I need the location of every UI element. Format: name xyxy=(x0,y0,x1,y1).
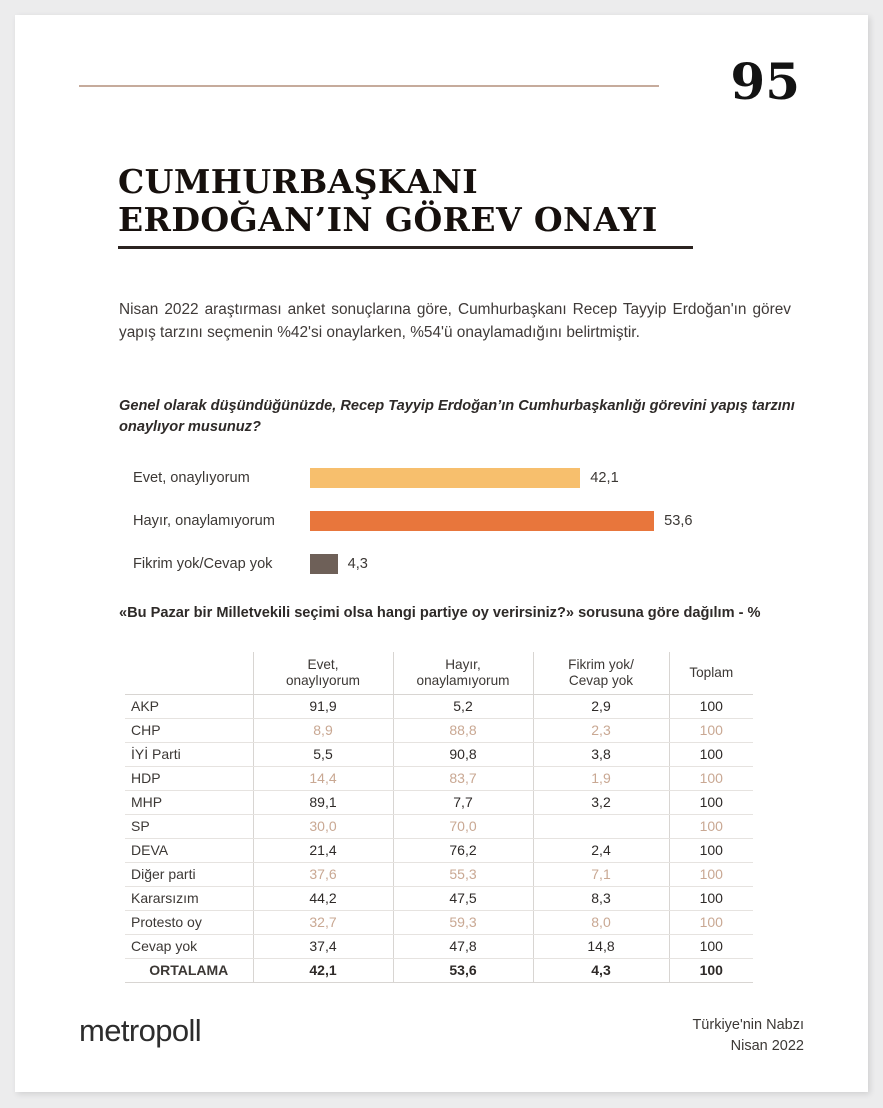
bar-value-evet: 42,1 xyxy=(590,469,619,486)
table-cell-toplam: 100 xyxy=(669,958,753,982)
table-header-hayir-line2: onaylamıyorum xyxy=(416,672,510,688)
table-header-fikrimyok-line2: Cevap yok xyxy=(568,672,634,688)
title-underline-rule xyxy=(118,246,693,249)
table-cell-hayir: 59,3 xyxy=(393,910,533,934)
table-cell-fikrimyok: 3,8 xyxy=(533,742,669,766)
table-cell-toplam: 100 xyxy=(669,790,753,814)
table-cell-hayir: 47,8 xyxy=(393,934,533,958)
table-header-hayir xyxy=(393,652,533,694)
bar-value-hayir: 53,6 xyxy=(664,512,693,529)
table-cell-label: SP xyxy=(125,814,253,838)
bar-row xyxy=(119,542,799,585)
table-row xyxy=(125,934,753,958)
table-cell-hayir: 83,7 xyxy=(393,766,533,790)
bar-row xyxy=(119,499,799,542)
survey-question: Genel olarak düşündüğünüzde, Recep Tayyip Erdoğan’ın Cumhurbaşkanlığı görevini yapış tarzını onaylıyor musunuz? xyxy=(119,398,795,435)
table-cell-label: Protesto oy xyxy=(125,910,253,934)
poll-report-page xyxy=(15,15,868,1092)
table-cell-evet: 8,9 xyxy=(253,718,393,742)
table-row xyxy=(125,910,753,934)
page-title-line-1: CUMHURBAŞKANI xyxy=(118,162,479,201)
bar-label: Hayır, onaylamıyorum xyxy=(133,512,275,529)
table-cell-hayir: 53,6 xyxy=(393,958,533,982)
table-cell-evet: 42,1 xyxy=(253,958,393,982)
table-cell-fikrimyok: 14,8 xyxy=(533,934,669,958)
table-header-evet xyxy=(253,652,393,694)
page-footer xyxy=(15,1005,868,1085)
table-header xyxy=(125,652,753,694)
table-cell-fikrimyok: 3,2 xyxy=(533,790,669,814)
bar-label: Fikrim yok/Cevap yok xyxy=(133,555,273,572)
breakdown-table xyxy=(125,652,753,983)
bar-row xyxy=(119,456,799,499)
table-cell-toplam: 100 xyxy=(669,718,753,742)
table-row xyxy=(125,694,753,718)
table-cell-fikrimyok xyxy=(533,814,669,838)
table-cell-label: İYİ Parti xyxy=(125,742,253,766)
table-cell-label: Kararsızım xyxy=(125,886,253,910)
bar-value-fikrimyok: 4,3 xyxy=(347,555,368,572)
table-header-toplam xyxy=(669,652,753,694)
table-cell-toplam: 100 xyxy=(669,814,753,838)
table-cell-hayir: 47,5 xyxy=(393,886,533,910)
table-row xyxy=(125,814,753,838)
footer-meta-line-2: Nisan 2022 xyxy=(730,1038,804,1054)
table-cell-label: HDP xyxy=(125,766,253,790)
table-row xyxy=(125,838,753,862)
table-cell-hayir: 7,7 xyxy=(393,790,533,814)
table-cell-evet: 91,9 xyxy=(253,694,393,718)
page-title xyxy=(118,163,798,249)
table-cell-evet: 89,1 xyxy=(253,790,393,814)
table-cell-hayir: 88,8 xyxy=(393,718,533,742)
table-cell-fikrimyok: 4,3 xyxy=(533,958,669,982)
bar-label: Evet, onaylıyorum xyxy=(133,469,250,486)
table-cell-toplam: 100 xyxy=(669,766,753,790)
header-accent-rule xyxy=(79,85,659,87)
footer-meta xyxy=(692,1015,804,1057)
table-cell-fikrimyok: 8,0 xyxy=(533,910,669,934)
table-row xyxy=(125,790,753,814)
table-cell-fikrimyok: 2,3 xyxy=(533,718,669,742)
table-cell-evet: 44,2 xyxy=(253,886,393,910)
table-cell-fikrimyok: 1,9 xyxy=(533,766,669,790)
footer-meta-line-1: Türkiye'nin Nabzı xyxy=(692,1017,804,1033)
table-cell-label: ORTALAMA xyxy=(125,958,253,982)
table-cell-fikrimyok: 2,9 xyxy=(533,694,669,718)
table-cell-fikrimyok: 7,1 xyxy=(533,862,669,886)
table-cell-hayir: 70,0 xyxy=(393,814,533,838)
table-header-fikrimyok-line1: Fikrim yok/ xyxy=(568,656,634,672)
table-cell-hayir: 55,3 xyxy=(393,862,533,886)
table-cell-toplam: 100 xyxy=(669,742,753,766)
table-cell-toplam: 100 xyxy=(669,886,753,910)
bar-fill-hayir xyxy=(310,511,654,531)
table-cell-toplam: 100 xyxy=(669,910,753,934)
bar-track xyxy=(310,468,780,488)
table-cell-hayir: 76,2 xyxy=(393,838,533,862)
page-number: 95 xyxy=(730,52,800,111)
bar-fill-fikrimyok xyxy=(310,554,338,574)
table-total-row xyxy=(125,958,753,982)
table-header-row xyxy=(125,652,753,694)
intro-paragraph: Nisan 2022 araştırması anket sonuçlarına göre, Cumhurbaşkanı Recep Tayyip Erdoğan'ın görev yapış tarzını seçmenin %42'si onaylarken, %54'ü onaylamadığını belirtmiştir. xyxy=(119,301,791,341)
table-cell-label: CHP xyxy=(125,718,253,742)
table-cell-hayir: 5,2 xyxy=(393,694,533,718)
table-cell-evet: 32,7 xyxy=(253,910,393,934)
table-cell-evet: 21,4 xyxy=(253,838,393,862)
table-cell-evet: 30,0 xyxy=(253,814,393,838)
table-header-evet-line2: onaylıyorum xyxy=(285,672,361,688)
table-cell-label: MHP xyxy=(125,790,253,814)
table-row xyxy=(125,886,753,910)
table-body xyxy=(125,694,753,982)
bar-track xyxy=(310,511,780,531)
table-cell-label: AKP xyxy=(125,694,253,718)
table-cell-label: DEVA xyxy=(125,838,253,862)
table-header-evet-line1: Evet, xyxy=(307,656,339,672)
approval-bar-chart xyxy=(119,456,799,585)
table-header-fikrimyok xyxy=(533,652,669,694)
table-row xyxy=(125,766,753,790)
table-cell-toplam: 100 xyxy=(669,838,753,862)
metropoll-logo: metropoll xyxy=(79,1013,202,1048)
table-cell-evet: 14,4 xyxy=(253,766,393,790)
table-cell-hayir: 90,8 xyxy=(393,742,533,766)
table-row xyxy=(125,718,753,742)
table-cell-toplam: 100 xyxy=(669,934,753,958)
table-cell-toplam: 100 xyxy=(669,862,753,886)
table-header-corner xyxy=(125,652,253,694)
table-caption: «Bu Pazar bir Milletvekili seçimi olsa hangi partiye oy verirsiniz?» sorusuna göre dağılım - % xyxy=(119,605,761,621)
table-row xyxy=(125,862,753,886)
table-header-toplam-line1: Toplam xyxy=(689,664,734,680)
page-header xyxy=(15,15,868,130)
table-cell-evet: 5,5 xyxy=(253,742,393,766)
table-row xyxy=(125,742,753,766)
table-cell-fikrimyok: 8,3 xyxy=(533,886,669,910)
table-cell-toplam: 100 xyxy=(669,694,753,718)
table-cell-label: Diğer parti xyxy=(125,862,253,886)
bar-fill-evet xyxy=(310,468,580,488)
bar-track xyxy=(310,554,780,574)
table-cell-label: Cevap yok xyxy=(125,934,253,958)
table-cell-evet: 37,6 xyxy=(253,862,393,886)
table-cell-evet: 37,4 xyxy=(253,934,393,958)
table-cell-fikrimyok: 2,4 xyxy=(533,838,669,862)
table-header-hayir-line1: Hayır, xyxy=(445,656,481,672)
page-title-line-2: ERDOĞAN’IN GÖREV ONAYI xyxy=(118,200,658,239)
